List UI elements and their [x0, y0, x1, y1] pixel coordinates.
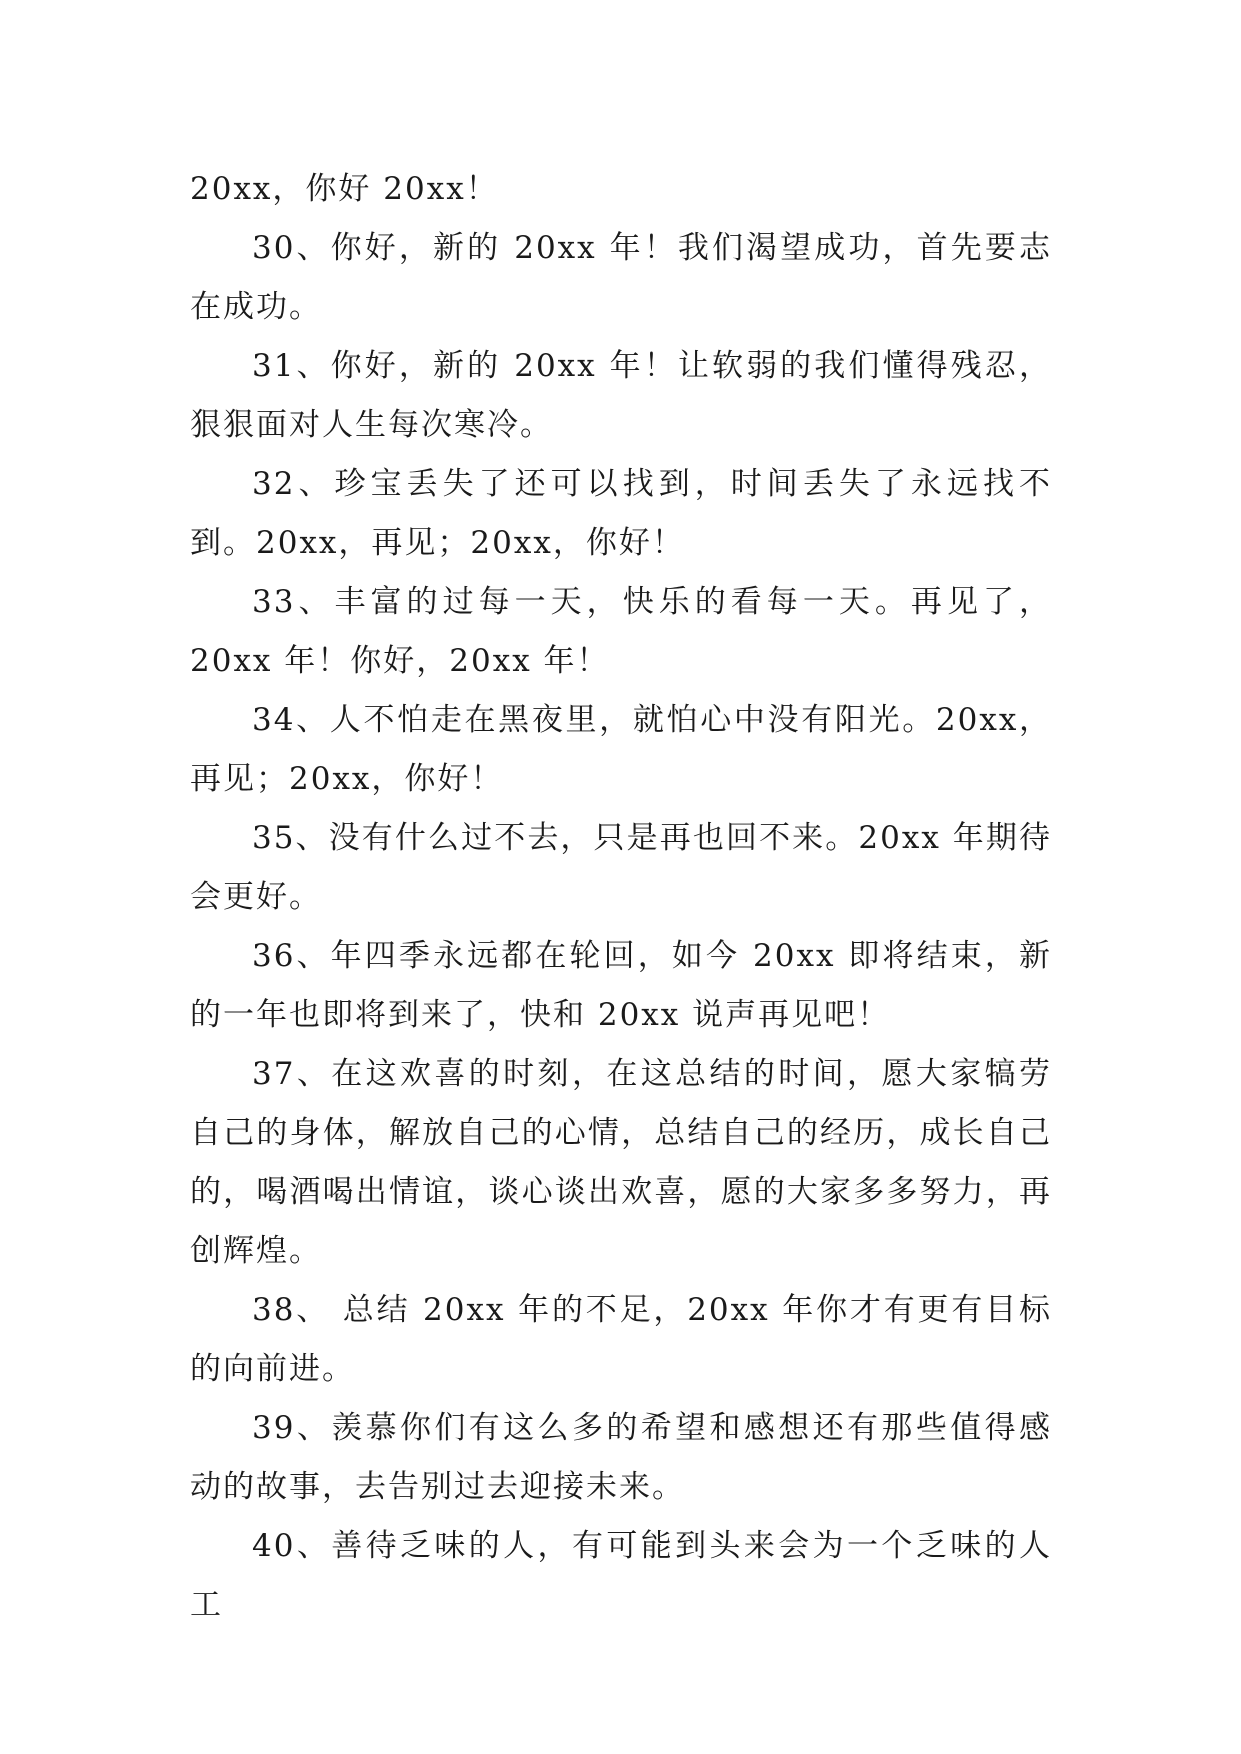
paragraph-item-30: 30、你好，新的 20xx 年！我们渴望成功，首先要志在成功。	[190, 230, 1052, 325]
document-body	[190, 160, 1052, 1635]
paragraph-item-38: 38、 总结 20xx 年的不足，20xx 年你才有更有目标的向前进。	[190, 1292, 1052, 1387]
paragraph-continuation: 20xx，你好 20xx！	[190, 171, 499, 207]
paragraph-item-34: 34、人不怕走在黑夜里，就怕心中没有阳光。20xx，再见；20xx，你好！	[190, 702, 1052, 797]
paragraph-item-39: 39、羡慕你们有这么多的希望和感想还有那些值得感动的故事，去告别过去迎接未来。	[190, 1410, 1052, 1505]
paragraph-item-37: 37、在这欢喜的时刻，在这总结的时间，愿大家犒劳自己的身体，解放自己的心情，总结自己的经历，成长自己的，喝酒喝出情谊，谈心谈出欢喜，愿的大家多多努力，再创辉煌。	[190, 1056, 1052, 1269]
paragraph-item-35: 35、没有什么过不去，只是再也回不来。20xx 年期待会更好。	[190, 820, 1052, 915]
paragraph-item-36: 36、年四季永远都在轮回，如今 20xx 即将结束，新的一年也即将到来了，快和 20xx 说声再见吧！	[190, 938, 1052, 1033]
paragraph-item-31: 31、你好，新的 20xx 年！让软弱的我们懂得残忍，狠狠面对人生每次寒冷。	[190, 348, 1052, 443]
paragraph-item-33: 33、丰富的过每一天，快乐的看每一天。再见了，20xx 年！你好，20xx 年！	[190, 584, 1052, 679]
paragraph-item-32: 32、珍宝丢失了还可以找到，时间丢失了永远找不到。20xx，再见；20xx，你好！	[190, 466, 1052, 561]
paragraph-item-40: 40、善待乏味的人，有可能到头来会为一个乏味的人工	[190, 1528, 1052, 1623]
